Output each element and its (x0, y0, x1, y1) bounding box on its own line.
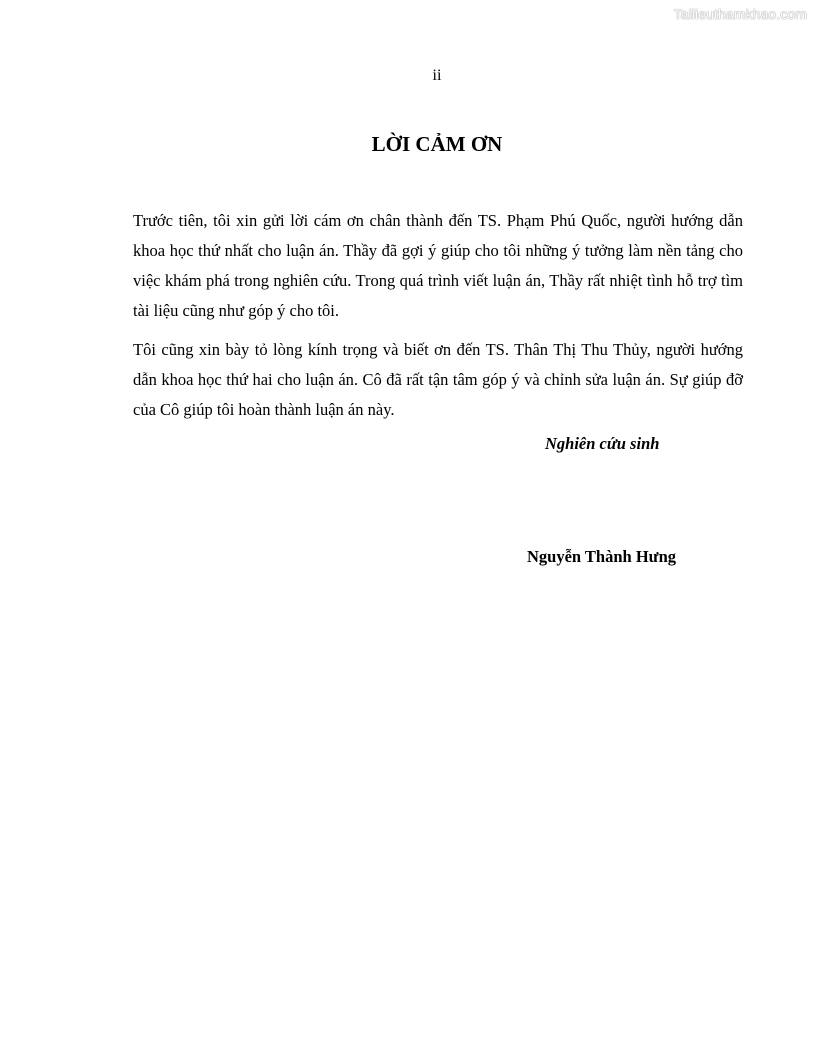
signer-role: Nghiên cứu sinh (545, 434, 660, 453)
watermark: Tailieuthamkhao.com (673, 6, 807, 22)
page-number: ii (432, 67, 442, 84)
paragraph-2: Tôi cũng xin bày tỏ lòng kính trọng và biết ơn đến TS. Thân Thị Thu Thủy, người hướng dẫn khoa học thứ hai cho luận án. Cô đã rất tận tâm góp ý và chỉnh sửa luận án. Sự giúp đỡ của Cô giúp tôi hoàn thành luận án này. (133, 340, 743, 419)
paragraph-1: Trước tiên, tôi xin gửi lời cám ơn chân thành đến TS. Phạm Phú Quốc, người hướng dẫn khoa học thứ nhất cho luận án. Thầy đã gợi ý giúp cho tôi những ý tưởng làm nền tảng cho việc khám phá trong nghiên cứu. Trong quá trình viết luận án, Thầy rất nhiệt tình hỗ trợ tìm tài liệu cũng như góp ý cho tôi. (133, 211, 743, 320)
signer-name: Nguyễn Thành Hưng (527, 547, 676, 566)
page-title: LỜI CẢM ƠN (371, 132, 503, 156)
